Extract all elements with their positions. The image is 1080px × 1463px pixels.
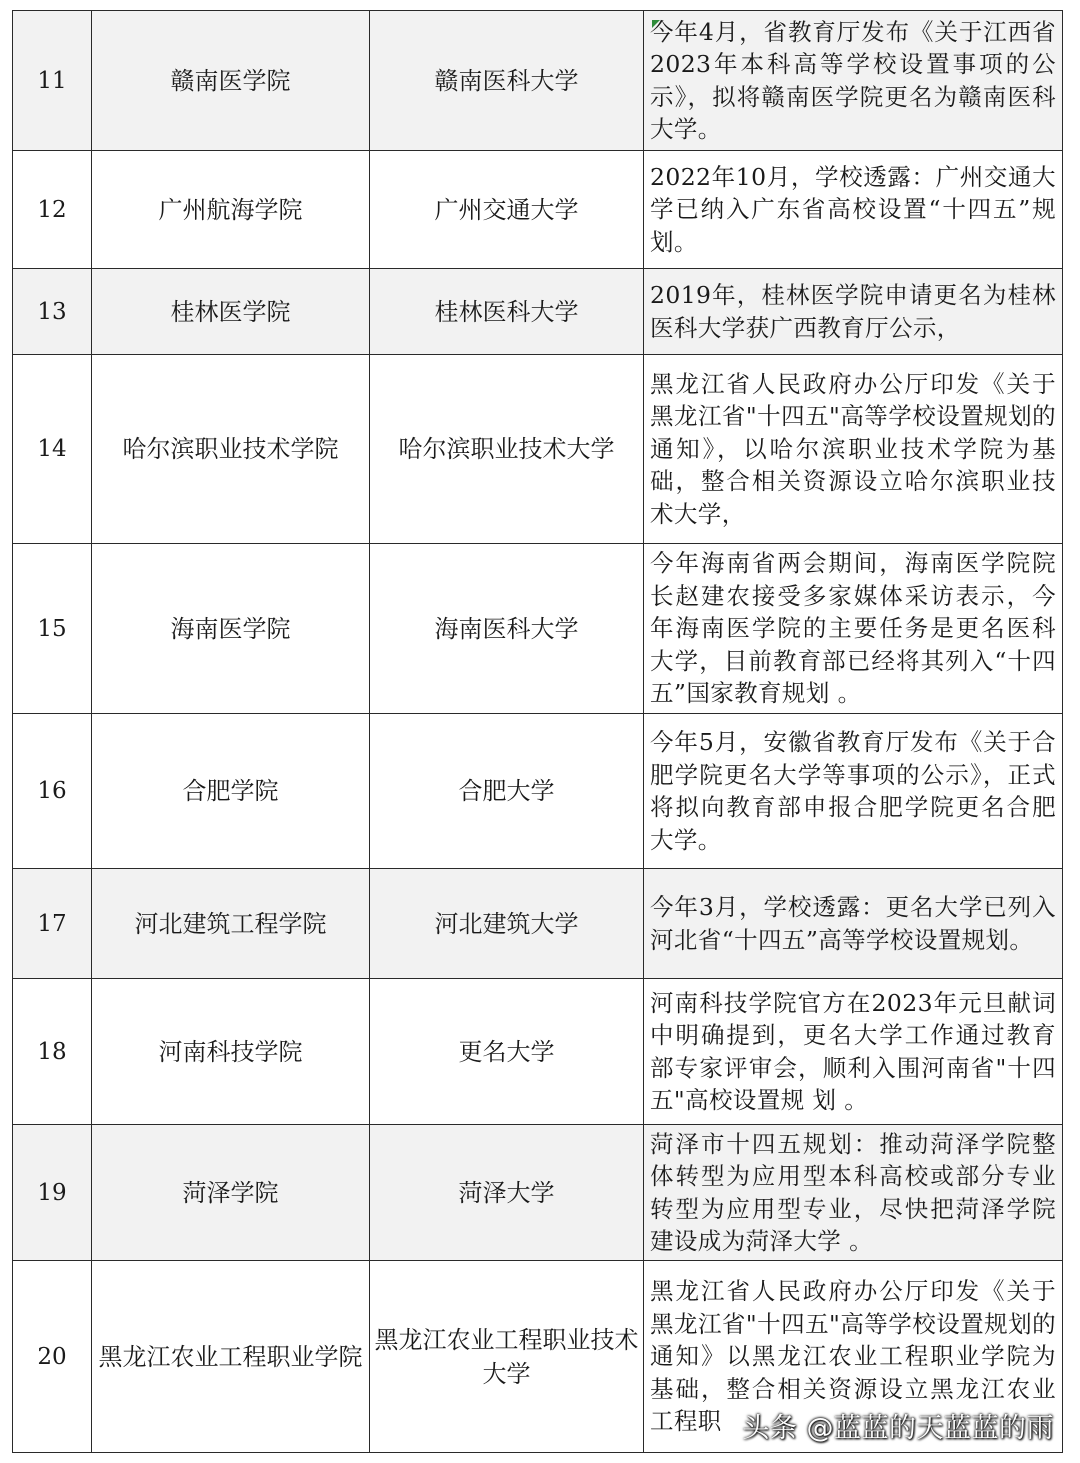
table-row xyxy=(13,269,1063,355)
renaming-note: 2019年，桂林医学院申请更名为桂林医科大学获广西教育厅公示， xyxy=(644,269,1063,355)
row-number: 16 xyxy=(13,714,92,869)
proposed-school-name: 赣南医科大学 xyxy=(370,11,644,151)
table-row xyxy=(13,714,1063,869)
renaming-note: 黑龙江省人民政府办公厅印发《关于黑龙江省"十四五"高等学校设置规划的通知》，以哈尔滨职业技术学院为基础，整合相关资源设立哈尔滨职业技术大学， xyxy=(644,355,1063,544)
row-number: 17 xyxy=(13,869,92,979)
renaming-note: 2022年10月，学校透露：广州交通大学已纳入广东省高校设置“十四五”规划。 xyxy=(644,151,1063,269)
table-row xyxy=(13,11,1063,151)
proposed-school-name: 更名大学 xyxy=(370,979,644,1125)
row-number: 18 xyxy=(13,979,92,1125)
original-school-name: 河南科技学院 xyxy=(92,979,370,1125)
table-row xyxy=(13,1125,1063,1261)
row-number: 19 xyxy=(13,1125,92,1261)
proposed-school-name: 广州交通大学 xyxy=(370,151,644,269)
renaming-note: 今年5月，安徽省教育厅发布《关于合肥学院更名大学等事项的公示》，正式将拟向教育部申报合肥学院更名合肥大学。 xyxy=(644,714,1063,869)
original-school-name: 河北建筑工程学院 xyxy=(92,869,370,979)
row-number: 11 xyxy=(13,11,92,151)
renaming-note: 黑龙江省人民政府办公厅印发《关于黑龙江省"十四五"高等学校设置规划的通知》以黑龙江农业工程职业学院为基础，整合相关资源设立黑龙江农业工程职 xyxy=(644,1261,1063,1453)
cell-corner-marker xyxy=(652,20,660,28)
row-number: 14 xyxy=(13,355,92,544)
renaming-note: 今年4月，省教育厅发布《关于江西省2023年本科高等学校设置事项的公示》，拟将赣南医学院更名为赣南医科大学。 xyxy=(644,11,1063,151)
original-school-name: 哈尔滨职业技术学院 xyxy=(92,355,370,544)
original-school-name: 桂林医学院 xyxy=(92,269,370,355)
document-page xyxy=(12,10,1062,1453)
row-number: 12 xyxy=(13,151,92,269)
proposed-school-name: 河北建筑大学 xyxy=(370,869,644,979)
original-school-name: 广州航海学院 xyxy=(92,151,370,269)
proposed-school-name: 合肥大学 xyxy=(370,714,644,869)
proposed-school-name: 海南医科大学 xyxy=(370,544,644,714)
table-row xyxy=(13,869,1063,979)
original-school-name: 菏泽学院 xyxy=(92,1125,370,1261)
original-school-name: 赣南医学院 xyxy=(92,11,370,151)
row-number: 20 xyxy=(13,1261,92,1453)
table-row xyxy=(13,979,1063,1125)
proposed-school-name: 哈尔滨职业技术大学 xyxy=(370,355,644,544)
original-school-name: 合肥学院 xyxy=(92,714,370,869)
proposed-school-name: 菏泽大学 xyxy=(370,1125,644,1261)
renaming-note: 河南科技学院官方在2023年元旦献词中明确提到，更名大学工作通过教育部专家评审会，顺利入围河南省"十四五"高校设置规 划 。 xyxy=(644,979,1063,1125)
proposed-school-name: 桂林医科大学 xyxy=(370,269,644,355)
table-row xyxy=(13,544,1063,714)
watermark: 头条 @蓝蓝的天蓝蓝的雨 xyxy=(742,1413,1054,1444)
table-row xyxy=(13,355,1063,544)
renaming-note: 今年海南省两会期间，海南医学院院长赵建农接受多家媒体采访表示，今年海南医学院的主要任务是更名医科大学，目前教育部已经将其列入“十四五”国家教育规划 。 xyxy=(644,544,1063,714)
proposed-school-name: 黑龙江农业工程职业技术大学 xyxy=(370,1261,644,1453)
table-row xyxy=(13,151,1063,269)
original-school-name: 海南医学院 xyxy=(92,544,370,714)
row-number: 15 xyxy=(13,544,92,714)
university-renaming-table xyxy=(12,10,1063,1453)
renaming-note: 今年3月，学校透露：更名大学已列入河北省“十四五”高等学校设置规划。 xyxy=(644,869,1063,979)
renaming-note: 菏泽市十四五规划：推动菏泽学院整体转型为应用型本科高校或部分专业转型为应用型专业，尽快把菏泽学院建设成为菏泽大学 。 xyxy=(644,1125,1063,1261)
original-school-name: 黑龙江农业工程职业学院 xyxy=(92,1261,370,1453)
row-number: 13 xyxy=(13,269,92,355)
